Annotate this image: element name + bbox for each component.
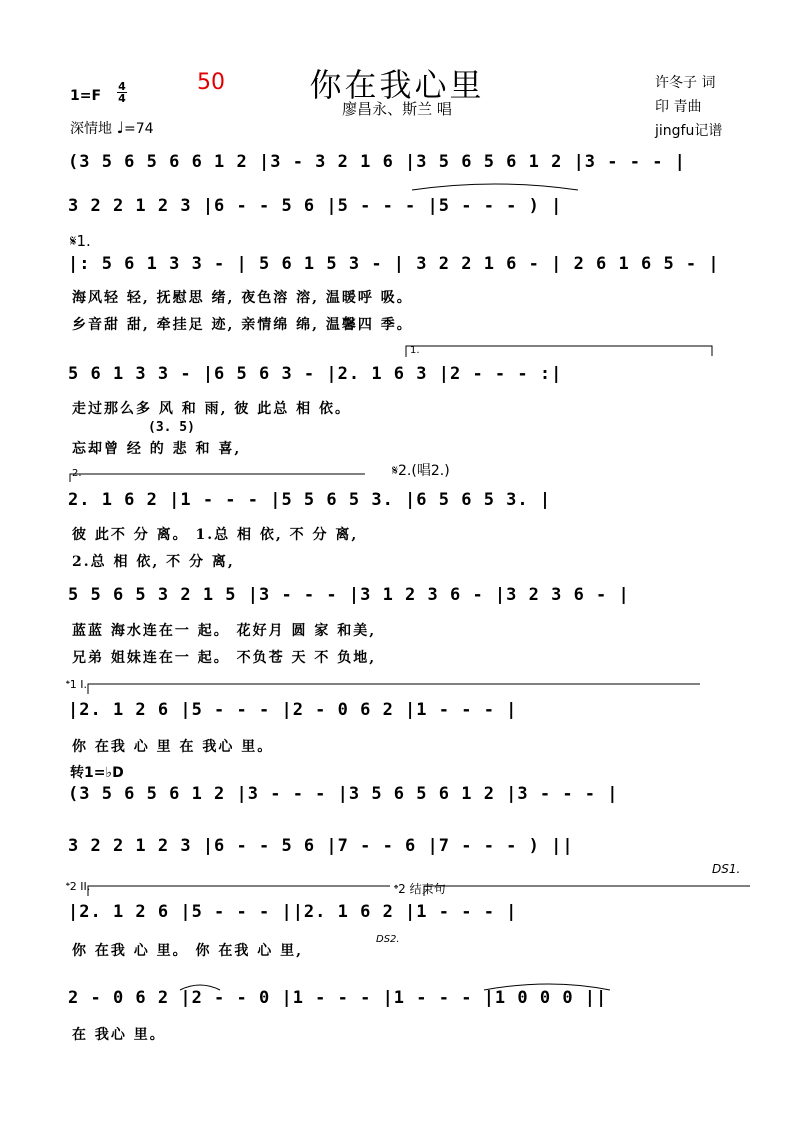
key-change-mark: 转1=♭D <box>70 765 124 781</box>
coda-1-mark: 𝄌1 I. <box>66 678 88 691</box>
song-title: 你在我心里 <box>309 66 485 104</box>
score-line-7: |2. 1 2 6 |5 - - - |2 - 0 6 2 |1 - - - | <box>68 700 518 720</box>
key-signature: 1=F <box>70 88 102 104</box>
score-line-9: 3 2 2 1 2 3 |6 - - 5 6 |7 - - 6 |7 - - - ) || <box>68 836 574 856</box>
score-line-3: |: 5 6 1 3 3 - | 5 6 1 5 3 - | 3 2 2 1 6 - | 2 6 1 6 5 - | <box>68 254 720 274</box>
lyrics-line-3-verse-2: 乡音甜 甜, 牵挂足 迹, 亲情绵 绵, 温馨四 季。 <box>72 317 413 333</box>
tempo-value: =74 <box>124 121 154 137</box>
score-line-8: (3 5 6 5 6 1 2 |3 - - - |3 5 6 5 6 1 2 |3 - - - | <box>68 784 619 804</box>
ds2-mark: DS2. <box>376 934 400 945</box>
time-sig-top: 4 <box>118 80 126 93</box>
composer: 印 青曲 <box>655 99 702 115</box>
first-ending-bracket <box>406 346 712 357</box>
coda-2-bracket <box>88 886 390 896</box>
coda-1-bracket <box>88 684 700 694</box>
coda-ending-mark: 𝄌2 结束句 <box>394 882 446 896</box>
score-line-11: 2 - 0 6 2 |2 - - 0 |1 - - - |1 - - - |1 0 0 0 || <box>68 988 608 1008</box>
quarter-note-icon: ♩ <box>116 118 124 137</box>
second-ending-bracket <box>70 474 365 482</box>
lyrics-line-5-verse-1: 彼 此不 分 离。 1.总 相 依, 不 分 离, <box>72 527 359 543</box>
score-line-10: |2. 1 2 6 |5 - - - ||2. 1 6 2 |1 - - - | <box>68 902 518 922</box>
coda-ending-bracket <box>424 886 750 896</box>
lyricist: 许冬子 词 <box>655 75 716 91</box>
tempo-marking <box>70 118 154 138</box>
first-ending-mark: 1. <box>410 345 420 356</box>
segno-1-mark: 𝄋1. <box>70 232 91 250</box>
tie-slur <box>412 184 578 190</box>
time-signature <box>117 81 127 104</box>
transcriber: jingfu记谱 <box>655 123 723 139</box>
tempo-text: 深情地 <box>70 121 112 137</box>
lyrics-line-7: 你 在我 心 里 在 我心 里。 <box>72 739 274 755</box>
coda-2-mark: 𝄌2 II. <box>66 880 91 893</box>
lyrics-line-5-verse-2: 2.总 相 依, 不 分 离, <box>72 554 235 570</box>
score-line-4: 5 6 1 3 3 - |6 5 6 3 - |2. 1 6 3 |2 - - - :| <box>68 364 563 384</box>
lyrics-line-10: 你 在我 心 里。 你 在我 心 里, <box>72 943 303 959</box>
lyrics-line-4-verse-2: 忘却曾 经 的 悲 和 喜, <box>72 441 242 457</box>
time-sig-bottom: 4 <box>118 92 126 105</box>
alternate-notes: (3. 5) <box>148 420 195 435</box>
score-line-6: 5 5 6 5 3 2 1 5 |3 - - - |3 1 2 3 6 - |3 2 3 6 - | <box>68 585 630 605</box>
lyrics-line-4-verse-1: 走过那么多 风 和 雨, 彼 此总 相 依。 <box>72 401 351 417</box>
lyrics-line-11: 在 我心 里。 <box>72 1027 166 1043</box>
page-number: 50 <box>197 70 225 95</box>
singers: 廖昌永、斯兰 唱 <box>342 100 452 118</box>
lyrics-line-6-verse-2: 兄弟 姐妹连在一 起。 不负苍 天 不 负地, <box>72 650 377 666</box>
second-ending-mark: 2. <box>72 468 82 479</box>
score-line-2: 3 2 2 1 2 3 |6 - - 5 6 |5 - - - |5 - - - ) | <box>68 196 563 216</box>
segno-2-mark: 𝄋2.(唱2.) <box>392 463 450 479</box>
score-line-1: (3 5 6 5 6 6 1 2 |3 - 3 2 1 6 |3 5 6 5 6 1 2 |3 - - - | <box>68 152 686 172</box>
lyrics-line-6-verse-1: 蓝蓝 海水连在一 起。 花好月 圆 家 和美, <box>72 623 377 639</box>
lyrics-line-3-verse-1: 海风轻 轻, 抚慰思 绪, 夜色溶 溶, 温暖呼 吸。 <box>72 290 413 306</box>
ds1-mark: DS1. <box>712 862 741 876</box>
score-line-5: 2. 1 6 2 |1 - - - |5 5 6 5 3. |6 5 6 5 3. | <box>68 490 552 510</box>
